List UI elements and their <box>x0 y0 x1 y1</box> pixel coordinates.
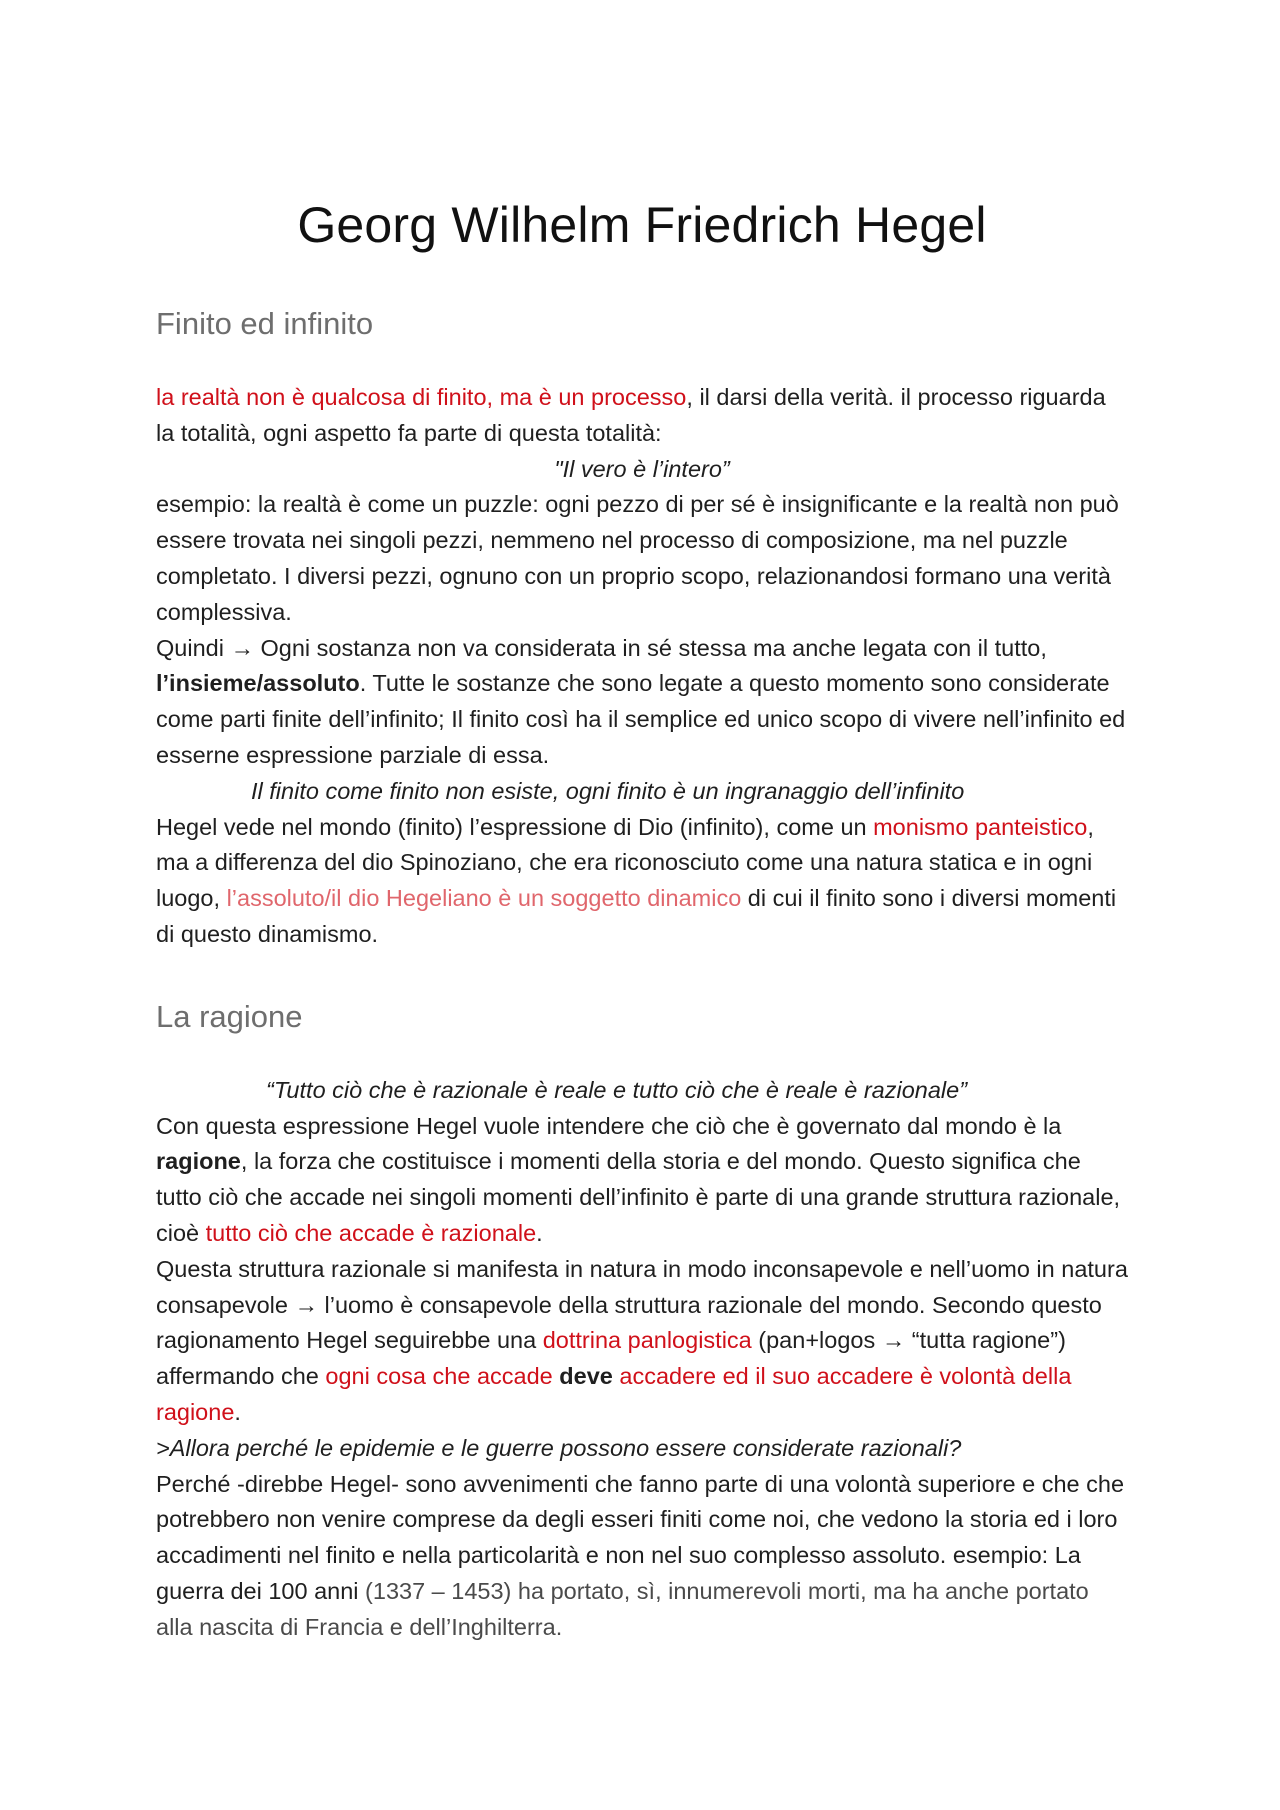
section-heading-ragione: La ragione <box>156 998 303 1034</box>
paragraph-perche <box>156 1467 1128 1646</box>
highlight-dottrina-panlogistica: dottrina panlogistica <box>542 1327 752 1354</box>
bold-deve: deve <box>559 1363 613 1390</box>
highlight-ogni-cosa-accade: ogni cosa che accade <box>325 1363 560 1390</box>
paragraph-ragione <box>156 1109 1128 1252</box>
paragraph-struttura-end: . <box>234 1398 241 1425</box>
highlight-realta-processo: la realtà non è qualcosa di finito, ma è un processo <box>156 384 687 410</box>
paragraph-hegel-dio-start: Hegel vede nel mondo (finito) l’espressione di Dio (infinito), come un <box>156 813 874 840</box>
paragraph-hegel-dio-mid: , ma a differenza del dio Spinoziano, che era riconosciuto come una natura statica e in ogni luogo, <box>156 813 1094 912</box>
bold-ragione: ragione <box>156 1148 241 1175</box>
paragraph-hegel-dio-end: di cui il finito sono i diversi momenti di questo dinamismo. <box>156 885 1117 947</box>
paragraph-ragione-mid: , la forza che costituisce i momenti della storia e del mondo. Questo significa che tutto ciò che accade nei singoli momenti dell’infinito è parte di una grande struttura razionale, cioè <box>156 1148 1121 1246</box>
paragraph-ragione-end: . <box>536 1219 543 1246</box>
paragraph-puzzle-example: esempio: la realtà è come un puzzle: ogni pezzo di per sé è insignificante e la realtà non può essere trovata nei singoli pezzi, nemmeno nel processo di composizione, ma nel puzzle completato. I diversi pezzi, ognuno con un proprio scopo, relazionandosi formano una verità complessiva. <box>156 491 1119 625</box>
section-heading-finito: Finito ed infinito <box>156 306 374 341</box>
paragraph-quindi <box>156 631 1128 774</box>
highlight-tutto-razionale: tutto ciò che accade è razionale <box>205 1219 537 1246</box>
paragraph-struttura-mid: (pan+logos → “tutta ragione”) affermando che <box>156 1327 1066 1390</box>
document-title: Georg Wilhelm Friedrich Hegel <box>297 197 987 253</box>
quote-vero-intero: "Il vero è l’intero” <box>554 455 730 482</box>
highlight-soggetto-dinamico: l’assoluto/il dio Hegeliano è un soggetto dinamico <box>226 885 742 912</box>
quote-finito-ingranaggio: Il finito come finito non esiste, ogni finito è un ingranaggio dell’infinito <box>251 777 965 804</box>
highlight-monismo-panteistico: monismo panteistico <box>873 813 1088 840</box>
paragraph-realta-rest: , il darsi della verità. il processo riguarda la totalità, ogni aspetto fa parte di questa totalità: <box>156 384 1106 446</box>
paragraph-perche-gray: (1337 – 1453) ha portato, sì, innumerevoli morti, ma ha anche portato alla nascita di Francia e dell’Inghilterra. <box>156 1577 1089 1640</box>
paragraph-perche-start: Perché -direbbe Hegel- sono avvenimenti che fanno parte di una volontà superiore e che che potrebbero non venire comprese da degli esseri finiti come noi, che vedono la storia ed i loro accadimenti nel finito e nella particolarità e non nel suo complesso assoluto. esempio: La guerra dei 100 anni <box>156 1470 1125 1604</box>
question-epidemie-guerre: >Allora perché le epidemie e le guerre possono essere considerate razionali? <box>156 1434 962 1461</box>
paragraph-struttura-razionale <box>156 1252 1128 1431</box>
paragraph-ragione-start: Con questa espressione Hegel vuole intendere che ciò che è governato dal mondo è la <box>156 1112 1062 1139</box>
paragraph-quindi-start: Quindi → Ogni sostanza non va considerata in sé stessa ma anche legata con il tutto, <box>156 634 1047 661</box>
paragraph-hegel-dio <box>156 810 1128 953</box>
bold-insieme-assoluto: l’insieme/assoluto <box>156 670 360 697</box>
paragraph-struttura-start: Questa struttura razionale si manifesta in natura in modo inconsapevole e nell’uomo in natura consapevole → l’uomo è consapevole della struttura razionale del mondo. Secondo questo ragionamento Hegel seguirebbe una <box>156 1255 1128 1354</box>
quote-razionale-reale: “Tutto ciò che è razionale è reale e tutto ciò che è reale è razionale” <box>266 1076 968 1103</box>
paragraph-realta <box>156 380 1128 452</box>
paragraph-quindi-rest: . Tutte le sostanze che sono legate a questo momento sono considerate come parti finite dell’infinito; Il finito così ha il semplice ed unico scopo di vivere nell’infinito ed esserne espressione parziale di essa. <box>156 670 1126 768</box>
highlight-volonta-ragione: accadere ed il suo accadere è volontà della ragione <box>156 1363 1072 1425</box>
